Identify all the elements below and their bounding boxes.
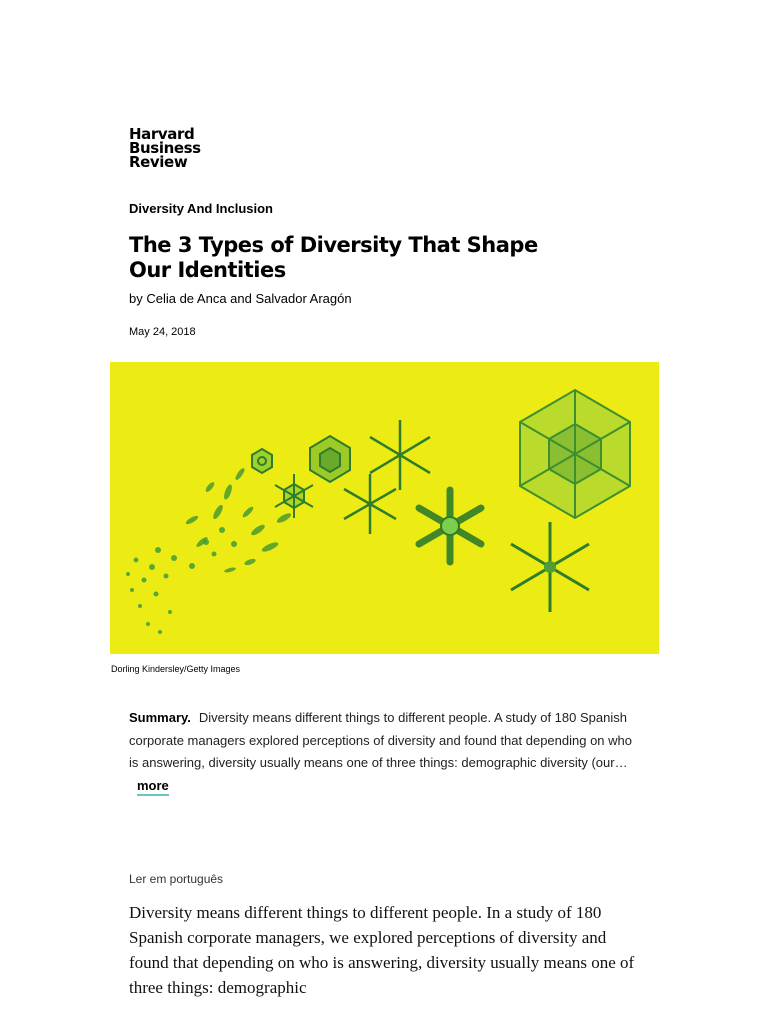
snowflakes-illustration [110,362,659,654]
article-title: The 3 Types of Diversity That Shape Our Identities [129,233,538,282]
logo-line-2: Business [129,139,201,157]
image-credit: Dorling Kindersley/Getty Images [111,664,241,674]
summary-more-link[interactable]: more [137,778,169,796]
summary-label: Summary. [129,710,191,725]
hbr-logo[interactable] [129,127,201,169]
logo-line-1: Harvard [129,125,195,143]
article-summary [129,707,639,797]
article-date: May 24, 2018 [129,326,196,338]
article-byline: by Celia de Anca and Salvador Aragón [129,291,352,306]
translation-link[interactable]: Ler em português [129,872,224,886]
hero-image [110,362,659,654]
logo-line-3: Review [129,153,188,171]
article-body-paragraph: Diversity means different things to different people. In a study of 180 Spanish corporate managers, we explored perceptions of diversity and found that depending on who is answering, diversity usually means one of three things: demographic [129,903,635,997]
summary-text: Diversity means different things to different people. A study of 180 Spanish corporate managers explored perceptions of diversity and found that depending on who is answering, diversity usually means one of three things: demographic diversity (our… [129,710,632,770]
topic-link[interactable]: Diversity And Inclusion [129,201,273,216]
